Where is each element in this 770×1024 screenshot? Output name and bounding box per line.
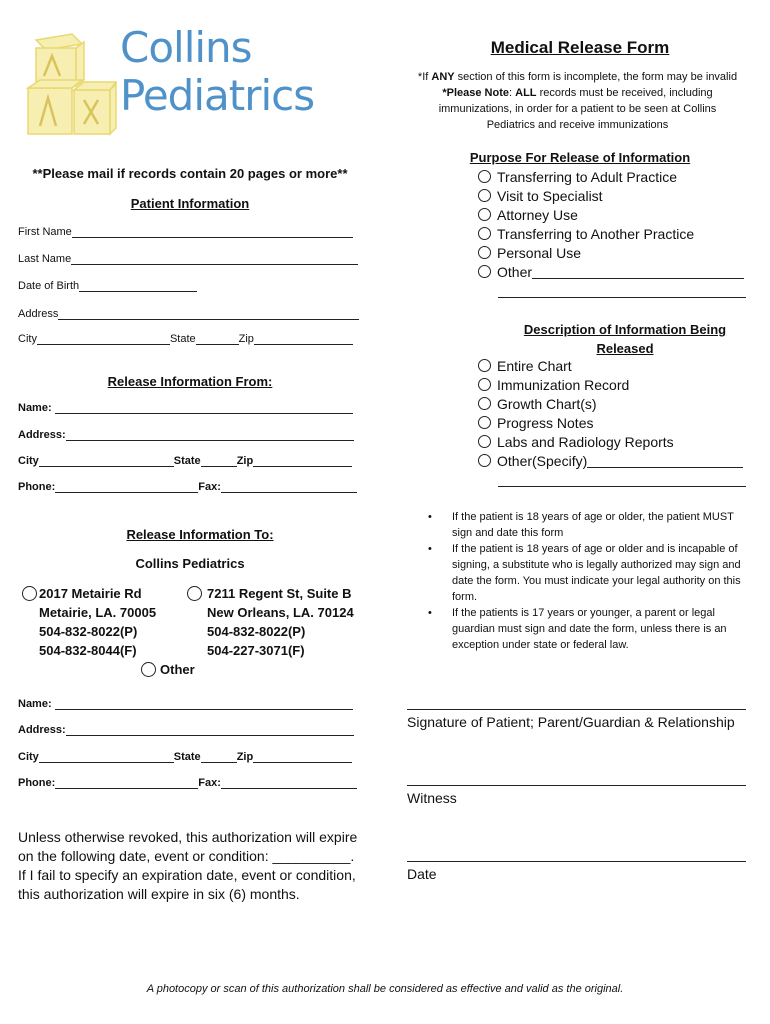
purpose-option-attorney[interactable]: Attorney Use — [478, 205, 746, 224]
date-label: Date — [407, 866, 437, 882]
radio-icon[interactable] — [478, 397, 491, 410]
purpose-option-adult[interactable]: Transferring to Adult Practice — [478, 167, 746, 186]
mail-note: **Please mail if records contain 20 pages or more** — [32, 166, 348, 181]
other-location-radio[interactable] — [141, 662, 156, 677]
location-metairie[interactable]: 2017 Metairie Rd Metairie, LA. 70005 504-832-8022(P) 504-832-8044(F) — [22, 584, 156, 660]
to-address-field[interactable]: Address: — [18, 724, 354, 736]
witness-label: Witness — [407, 790, 457, 806]
purpose-option-transfer[interactable]: Transferring to Another Practice — [478, 224, 746, 243]
purpose-other-line[interactable] — [478, 281, 746, 300]
instruction-item: • If the patient is 18 years of age or older and is incapable of signing, a substitute who is legally authorized may sign and date the form. You must indicate your legal authority on this form. — [428, 541, 753, 605]
desc-option-progress[interactable]: Progress Notes — [478, 413, 746, 432]
city-state-zip-field[interactable]: City State Zip — [18, 333, 353, 345]
radio-icon[interactable] — [478, 208, 491, 221]
radio-icon[interactable] — [478, 435, 491, 448]
radio-icon[interactable] — [478, 189, 491, 202]
radio-icon[interactable] — [478, 227, 491, 240]
purpose-option-other[interactable]: Other — [478, 262, 746, 281]
to-phone-fax-field[interactable]: Phone: Fax: — [18, 777, 357, 789]
first-name-field[interactable]: First Name — [18, 226, 353, 238]
desc-option-immunization[interactable]: Immunization Record — [478, 375, 746, 394]
expiration-text: Unless otherwise revoked, this authorization will expire on the following date, event or condition: __________. If I fail to specify an expiration date, event or condition, this authorization will expire in six (6) months. — [18, 829, 358, 902]
signature-label: Signature of Patient; Parent/Guardian & Relationship — [407, 714, 735, 730]
radio-icon[interactable] — [478, 265, 491, 278]
footer-note: A photocopy or scan of this authorization shall be considered as effective and valid as the original. — [146, 983, 624, 995]
to-city-state-zip-field[interactable]: City State Zip — [18, 751, 352, 763]
instruction-item: • If the patients is 17 years or younger, a parent or legal guardian must sign and date the form, unless there is an exception under state or federal law. — [428, 605, 753, 653]
metairie-radio[interactable] — [22, 586, 37, 601]
other-location-option[interactable]: Other — [141, 660, 195, 679]
location-new-orleans[interactable]: 7211 Regent St, Suite B New Orleans, LA. 70124 504-832-8022(P) 504-227-3071(F) — [187, 584, 354, 660]
dob-field[interactable]: Date of Birth — [18, 280, 197, 292]
description-options — [478, 356, 746, 489]
desc-other-line[interactable] — [478, 470, 746, 489]
instruction-item: • If the patient is 18 years of age or older, the patient MUST sign and date this form — [428, 509, 753, 541]
witness-line[interactable] — [407, 785, 746, 786]
last-name-field[interactable]: Last Name — [18, 253, 358, 265]
radio-icon[interactable] — [478, 246, 491, 259]
radio-icon[interactable] — [478, 378, 491, 391]
purpose-option-personal[interactable]: Personal Use — [478, 243, 746, 262]
purpose-options — [478, 167, 746, 300]
from-address-field[interactable]: Address: — [18, 429, 354, 441]
radio-icon[interactable] — [478, 170, 491, 183]
date-line[interactable] — [407, 861, 746, 862]
desc-option-labs[interactable]: Labs and Radiology Reports — [478, 432, 746, 451]
from-phone-fax-field[interactable]: Phone: Fax: — [18, 481, 357, 493]
purpose-heading: Purpose For Release of Information — [469, 150, 691, 165]
from-city-state-zip-field[interactable]: City State Zip — [18, 455, 352, 467]
release-from-heading: Release Information From: — [107, 374, 273, 389]
address-field[interactable]: Address — [18, 308, 359, 320]
to-name-field[interactable]: Name: — [18, 698, 353, 710]
desc-option-growth[interactable]: Growth Chart(s) — [478, 394, 746, 413]
release-to-heading: Release Information To: — [126, 527, 274, 542]
page-title: Medical Release Form — [490, 38, 670, 57]
radio-icon[interactable] — [478, 416, 491, 429]
desc-option-entire-chart[interactable]: Entire Chart — [478, 356, 746, 375]
signing-instructions — [428, 509, 753, 653]
description-heading: Description of Information Being Released — [523, 322, 727, 356]
logo-blocks-icon — [26, 28, 118, 144]
patient-info-heading: Patient Information — [130, 196, 250, 211]
radio-icon[interactable] — [478, 359, 491, 372]
release-to-org: Collins Pediatrics — [135, 556, 245, 571]
desc-option-other[interactable]: Other(Specify) — [478, 451, 746, 470]
signature-line[interactable] — [407, 709, 746, 710]
incomplete-notice: *If ANY section of this form is incomplete, the form may be invalid *Please Note: ALL records must be received, including immunizations, in order for a patient to be seen at Collins Pediatrics and receive immunizations — [417, 71, 738, 131]
from-name-field[interactable]: Name: — [18, 402, 353, 414]
purpose-option-specialist[interactable]: Visit to Specialist — [478, 186, 746, 205]
new-orleans-radio[interactable] — [187, 586, 202, 601]
radio-icon[interactable] — [478, 454, 491, 467]
logo-wordmark: Collins Pediatrics — [120, 23, 315, 120]
